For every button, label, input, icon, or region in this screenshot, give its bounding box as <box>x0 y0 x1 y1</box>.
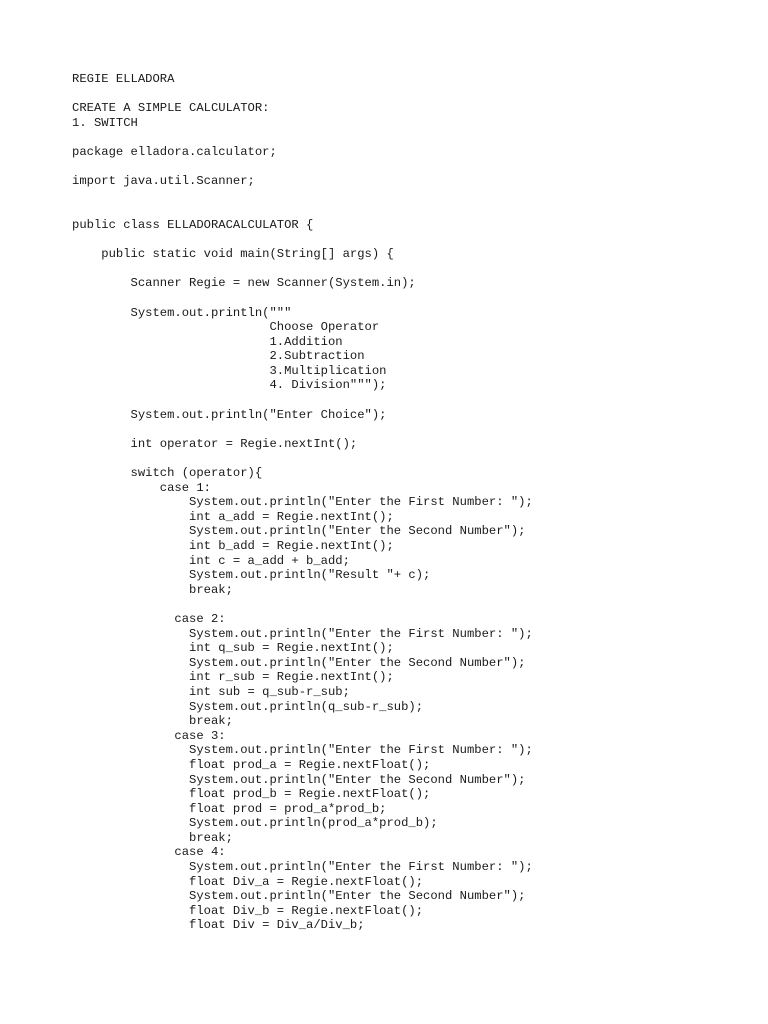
code-line: int sub = q_sub-r_sub; <box>72 684 350 699</box>
code-line: 2.Subtraction <box>72 349 365 364</box>
code-line <box>72 451 533 466</box>
code-line: float prod_b = Regie.nextFloat(); <box>72 787 431 802</box>
code-line <box>72 203 533 218</box>
code-line: break; <box>72 714 233 729</box>
code-line: System.out.println("Enter the Second Number"); <box>72 655 526 670</box>
code-line <box>72 597 533 612</box>
code-line <box>72 291 533 306</box>
code-line <box>72 393 533 408</box>
code-line: Choose Operator <box>72 320 380 335</box>
code-line: System.out.println("Enter the First Number: "); <box>72 495 533 510</box>
code-line: System.out.println(prod_a*prod_b); <box>72 816 438 831</box>
code-line: float Div = Div_a/Div_b; <box>72 918 365 933</box>
code-line: package elladora.calculator; <box>72 144 277 159</box>
code-line <box>72 130 533 145</box>
code-line <box>72 160 533 175</box>
code-line: System.out.println("Enter the First Number: "); <box>72 743 533 758</box>
code-line: System.out.println("Result "+ c); <box>72 568 431 583</box>
code-line: switch (operator){ <box>72 466 263 481</box>
code-line: int r_sub = Regie.nextInt(); <box>72 670 394 685</box>
code-line: float Div_a = Regie.nextFloat(); <box>72 874 424 889</box>
code-line: System.out.println("Enter the Second Number"); <box>72 889 526 904</box>
code-line: System.out.println("Enter the Second Number"); <box>72 524 526 539</box>
code-line: case 1: <box>72 480 211 495</box>
code-line: int c = a_add + b_add; <box>72 553 350 568</box>
code-line: public class ELLADORACALCULATOR { <box>72 217 314 232</box>
code-line: import java.util.Scanner; <box>72 174 255 189</box>
code-line: 3.Multiplication <box>72 363 387 378</box>
code-line: Scanner Regie = new Scanner(System.in); <box>72 276 416 291</box>
code-line: float Div_b = Regie.nextFloat(); <box>72 903 424 918</box>
code-line: public static void main(String[] args) { <box>72 247 394 262</box>
code-line: System.out.println("Enter Choice"); <box>72 407 387 422</box>
code-line: 1.Addition <box>72 334 343 349</box>
code-line: System.out.println(""" <box>72 305 292 320</box>
code-line: System.out.println("Enter the Second Number"); <box>72 772 526 787</box>
code-line: 1. SWITCH <box>72 115 138 130</box>
code-line: System.out.println("Enter the First Number: "); <box>72 860 533 875</box>
code-line <box>72 422 533 437</box>
code-line: break; <box>72 582 233 597</box>
code-line: 4. Division"""); <box>72 378 387 393</box>
code-line <box>72 189 533 204</box>
code-listing <box>72 72 533 933</box>
code-line: int b_add = Regie.nextInt(); <box>72 539 394 553</box>
code-line: float prod = prod_a*prod_b; <box>72 801 387 816</box>
code-line: int a_add = Regie.nextInt(); <box>72 509 394 524</box>
code-line <box>72 233 533 248</box>
code-line: REGIE ELLADORA <box>72 72 175 86</box>
code-line <box>72 87 533 102</box>
code-line: case 3: <box>72 728 226 743</box>
code-line <box>72 262 533 277</box>
code-line: break; <box>72 830 233 845</box>
code-line: case 4: <box>72 845 226 860</box>
code-line: System.out.println("Enter the First Number: "); <box>72 626 533 641</box>
code-line: int operator = Regie.nextInt(); <box>72 436 358 451</box>
code-line: case 2: <box>72 611 226 626</box>
code-line: float prod_a = Regie.nextFloat(); <box>72 757 431 772</box>
code-line: System.out.println(q_sub-r_sub); <box>72 699 424 714</box>
code-line: CREATE A SIMPLE CALCULATOR: <box>72 101 270 116</box>
code-line: int q_sub = Regie.nextInt(); <box>72 641 394 656</box>
